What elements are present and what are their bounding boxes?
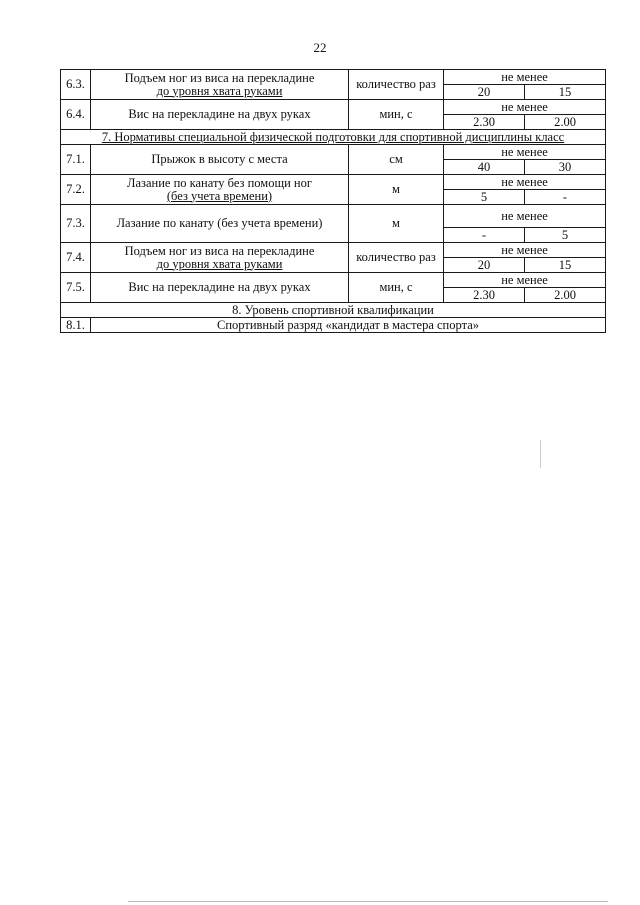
- row-number: 7.3.: [61, 205, 91, 243]
- unit-of-measure: см: [349, 145, 444, 175]
- norm-value-2: 15: [525, 85, 606, 100]
- section-row: [61, 130, 606, 145]
- row-number: 7.4.: [61, 243, 91, 273]
- scan-edge-line: [128, 901, 608, 902]
- table-row: [61, 70, 606, 85]
- exercise-name-line: (без учета времени): [166, 188, 273, 203]
- exercise-name: [91, 205, 349, 243]
- row-number: 7.1.: [61, 145, 91, 175]
- norm-label: не менее: [444, 175, 606, 190]
- exercise-name-line: до уровня хвата руками: [156, 83, 283, 98]
- exercise-name-line: Вис на перекладине на двух руках: [128, 280, 311, 294]
- norm-label: не менее: [444, 205, 606, 228]
- row-number: 6.4.: [61, 100, 91, 130]
- table-row: [61, 318, 606, 333]
- section-heading: 7. Нормативы специальной физической подготовки для спортивной дисциплины класс: [61, 130, 606, 145]
- exercise-name: [91, 70, 349, 100]
- exercise-name-line: Подъем ног из виса на перекладине: [124, 243, 315, 258]
- section-heading: 8. Уровень спортивной квалификации: [61, 303, 606, 318]
- norm-label: не менее: [444, 100, 606, 115]
- table-row: [61, 243, 606, 258]
- exercise-name-line: Лазание по канату без помощи ног: [127, 175, 312, 190]
- table-row: [61, 205, 606, 228]
- exercise-name-line: Лазание по канату (без учета времени): [116, 216, 323, 230]
- norms-table: [60, 69, 606, 333]
- row-number: 6.3.: [61, 70, 91, 100]
- norm-label: не менее: [444, 70, 606, 85]
- exercise-name: [91, 243, 349, 273]
- norm-label: не менее: [444, 273, 606, 288]
- exercise-name: [91, 273, 349, 303]
- table-row: [61, 175, 606, 190]
- page-number: 22: [313, 40, 327, 55]
- exercise-name-line: до уровня хвата руками: [156, 256, 283, 271]
- exercise-name: [91, 100, 349, 130]
- norm-value-1: 20: [444, 258, 525, 273]
- norm-value-2: 5: [525, 228, 606, 243]
- norm-value-1: -: [444, 228, 525, 243]
- norm-value-2: 2.00: [525, 288, 606, 303]
- unit-of-measure: мин, с: [349, 273, 444, 303]
- norm-value-1: 2.30: [444, 288, 525, 303]
- scan-artifact: [540, 440, 541, 468]
- norm-value-1: 40: [444, 160, 525, 175]
- norm-value-1: 20: [444, 85, 525, 100]
- unit-of-measure: мин, с: [349, 100, 444, 130]
- norm-value-2: 15: [525, 258, 606, 273]
- exercise-name-line: Вис на перекладине на двух руках: [128, 107, 311, 121]
- exercise-name-line: Подъем ног из виса на перекладине: [124, 70, 315, 85]
- unit-of-measure: м: [349, 175, 444, 205]
- row-number: 8.1.: [61, 318, 91, 333]
- unit-of-measure: м: [349, 205, 444, 243]
- table-row: [61, 100, 606, 115]
- row-number: 7.5.: [61, 273, 91, 303]
- unit-of-measure: количество раз: [349, 243, 444, 273]
- section-row: [61, 303, 606, 318]
- unit-of-measure: количество раз: [349, 70, 444, 100]
- norm-value-2: -: [525, 190, 606, 205]
- norm-label: не менее: [444, 243, 606, 258]
- norm-value-1: 2.30: [444, 115, 525, 130]
- table-row: [61, 145, 606, 160]
- norm-value-2: 2.00: [525, 115, 606, 130]
- norm-label: не менее: [444, 145, 606, 160]
- table-row: [61, 273, 606, 288]
- exercise-name-line: Прыжок в высоту с места: [151, 152, 288, 166]
- exercise-name: [91, 145, 349, 175]
- qualification-text: Спортивный разряд «кандидат в мастера спорта»: [91, 318, 606, 333]
- norm-value-1: 5: [444, 190, 525, 205]
- exercise-name: [91, 175, 349, 205]
- row-number: 7.2.: [61, 175, 91, 205]
- norm-value-2: 30: [525, 160, 606, 175]
